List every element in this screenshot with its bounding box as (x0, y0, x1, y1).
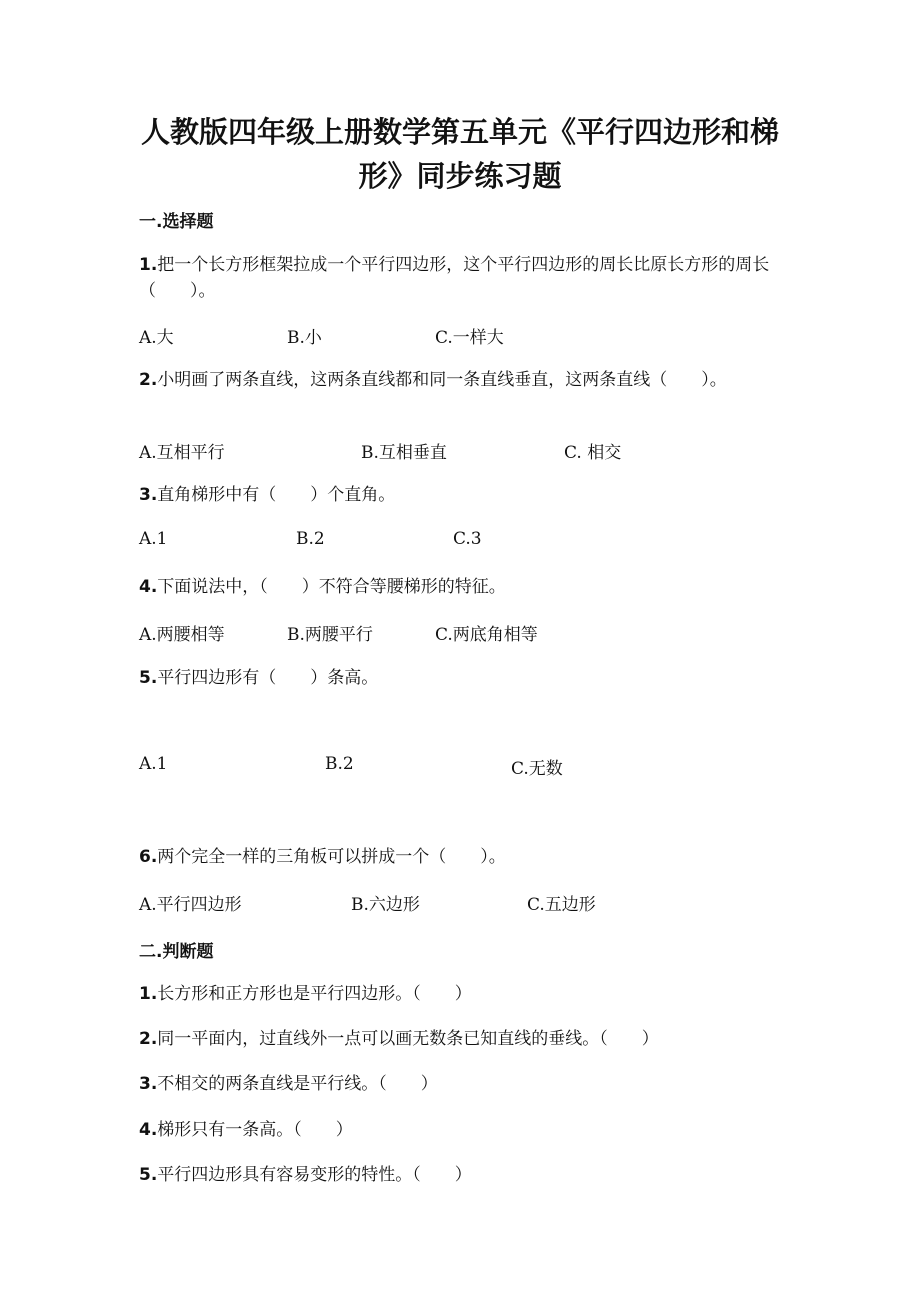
question-text: 同一平面内，过直线外一点可以画无数条已知直线的垂线。（ ） (157, 1029, 659, 1049)
question-2-options (139, 438, 799, 462)
question-6 (139, 844, 799, 870)
title-line-2: 形》同步练习题 (358, 159, 562, 193)
judgement-5 (139, 1162, 799, 1188)
question-number: 2. (139, 1029, 158, 1049)
option-a: A.1 (139, 754, 168, 774)
question-4 (139, 574, 799, 600)
question-text: 平行四边形具有容易变形的特性。（ ） (157, 1165, 472, 1185)
question-number: 6. (139, 847, 158, 867)
question-1 (139, 252, 799, 304)
question-text: 长方形和正方形也是平行四边形。（ ） (157, 984, 472, 1004)
option-a: A.两腰相等 (139, 625, 225, 645)
option-c: C.两底角相等 (435, 625, 538, 645)
question-text: 两个完全一样的三角板可以拼成一个（ ）。 (157, 847, 506, 867)
option-c: C. 相交 (564, 443, 622, 463)
question-6-options (139, 890, 799, 914)
question-3 (139, 482, 799, 508)
section-heading-choice: 一.选择题 (139, 212, 214, 232)
question-4-options (139, 620, 799, 644)
page-title (130, 110, 790, 198)
question-3-options (139, 529, 799, 553)
option-c: C.一样大 (435, 328, 504, 348)
section-heading-judgement: 二.判断题 (139, 942, 214, 962)
question-text: 不相交的两条直线是平行线。（ ） (157, 1074, 438, 1094)
question-number: 2. (139, 370, 158, 390)
option-c: C.五边形 (527, 895, 596, 915)
option-b: B.小 (287, 328, 322, 348)
option-b: B.2 (325, 754, 354, 774)
option-a: A.互相平行 (139, 443, 225, 463)
option-a: A.大 (139, 328, 174, 348)
question-text: 直角梯形中有（ ）个直角。 (157, 485, 396, 505)
option-c: C.无数 (511, 759, 563, 779)
question-number: 1. (139, 255, 158, 275)
question-number: 3. (139, 1074, 158, 1094)
question-number: 3. (139, 485, 158, 505)
question-number: 4. (139, 577, 158, 597)
question-1-options (139, 323, 799, 347)
judgement-1 (139, 981, 799, 1007)
question-number: 5. (139, 668, 158, 688)
question-number: 4. (139, 1120, 158, 1140)
question-5-options (139, 754, 799, 778)
question-2 (139, 367, 799, 393)
judgement-3 (139, 1071, 799, 1097)
option-b: B.两腰平行 (287, 625, 373, 645)
option-b: B.2 (296, 529, 325, 549)
question-number: 1. (139, 984, 158, 1004)
judgement-4 (139, 1117, 799, 1143)
question-5 (139, 665, 799, 691)
option-a: A.1 (139, 529, 168, 549)
question-number: 5. (139, 1165, 158, 1185)
question-text: 梯形只有一条高。（ ） (157, 1120, 353, 1140)
option-a: A.平行四边形 (139, 895, 242, 915)
option-b: B.六边形 (351, 895, 420, 915)
judgement-2 (139, 1026, 799, 1052)
question-text: 平行四边形有（ ）条高。 (157, 668, 379, 688)
title-line-1: 人教版四年级上册数学第五单元《平行四边形和梯 (140, 115, 779, 149)
question-text: 下面说法中，（ ）不符合等腰梯形的特征。 (157, 577, 506, 597)
option-c: C.3 (453, 529, 482, 549)
question-text: 小明画了两条直线，这两条直线都和同一条直线垂直，这两条直线（ ）。 (157, 370, 727, 390)
option-b: B.互相垂直 (361, 443, 447, 463)
question-text: 把一个长方形框架拉成一个平行四边形，这个平行四边形的周长比原长方形的周长（ ）。 (139, 255, 770, 301)
